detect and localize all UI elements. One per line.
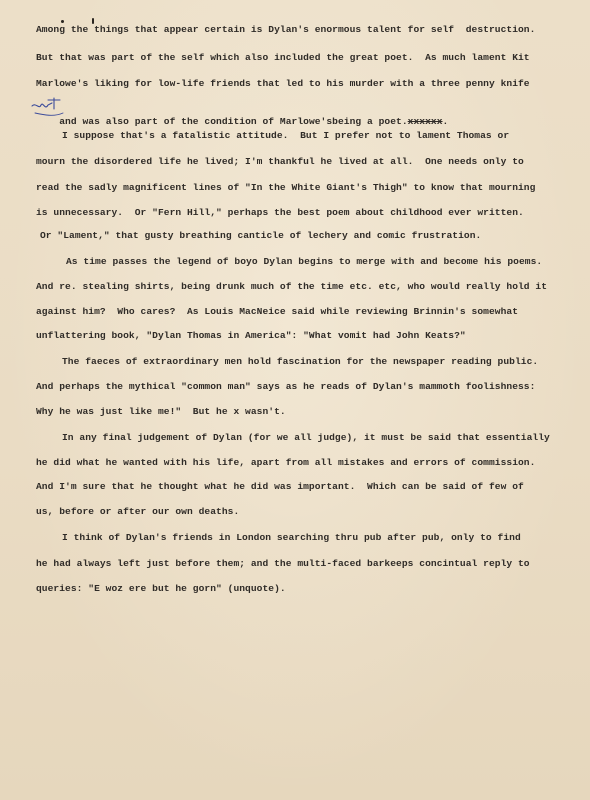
struck-out-text: xxxxxx: [407, 116, 443, 127]
text-line: Or "Lament," that gusty breathing canticle of lechery and comic frustration.: [40, 230, 482, 241]
text-line: In any final judgement of Dylan (for we all judge), it must be said that essentially: [62, 432, 550, 443]
text-line: I think of Dylan's friends in London searching thru pub after pub, only to find: [62, 532, 521, 543]
text-line: is unnecessary. Or "Fern Hill," perhaps the best poem about childhood ever written.: [36, 207, 524, 218]
text-line: read the sadly magnificent lines of "In the White Giant's Thigh" to know that mourning: [36, 182, 536, 193]
text-line: And perhaps the mythical "common man" says as he reads of Dylan's mammoth foolishness:: [36, 381, 536, 392]
text-line: unflattering book, "Dylan Thomas in America": "What vomit had John Keats?": [36, 330, 466, 341]
text-line: [36, 406, 286, 418]
text-line: But that was part of the self which also included the great poet. As much lament Kit: [36, 52, 530, 63]
text-line: Marlowe's liking for low-life friends that led to his murder with a three penny knife: [36, 78, 530, 89]
line-period: .: [442, 116, 449, 127]
text-line: And re. stealing shirts, being drunk much of the time etc. etc, who would really hold it: [36, 281, 548, 292]
text-line: The faeces of extraordinary men hold fascination for the newspaper reading public.: [62, 356, 539, 367]
text-line: And I'm sure that he thought what he did was important. Which can be said of few of: [36, 481, 524, 492]
text-line: us, before or after our own deaths.: [36, 506, 240, 517]
text-line: I suppose that's a fatalistic attitude. But I prefer not to lament Thomas or: [62, 130, 510, 141]
text-line: queries: "E woz ere but he gorn" (unquote).: [36, 583, 286, 594]
text-line: mourn the disordered life he lived; I'm thankful he lived at all. One needs only to: [36, 156, 524, 167]
text-line: As time passes the legend of boyo Dylan begins to merge with and become his poems.: [66, 256, 543, 267]
text-line: Among the things that appear certain is Dylan's enormous talent for self destruction.: [36, 24, 536, 35]
text-line: against him? Who cares? As Louis MacNeice said while reviewing Brinnin's somewhat: [36, 306, 518, 317]
line-text: and was also part of the condition of Marlowe'sbeing a poet.: [59, 116, 408, 127]
text-line: he had always left just before them; and the multi-faced barkeeps concintual reply to: [36, 558, 530, 569]
text-line: he did what he wanted with his life, apart from all mistakes and errors of commission.: [36, 457, 536, 468]
ink-speck: [61, 20, 64, 23]
line-text: Why he was just like me!" But he x wasn't.: [36, 406, 286, 417]
